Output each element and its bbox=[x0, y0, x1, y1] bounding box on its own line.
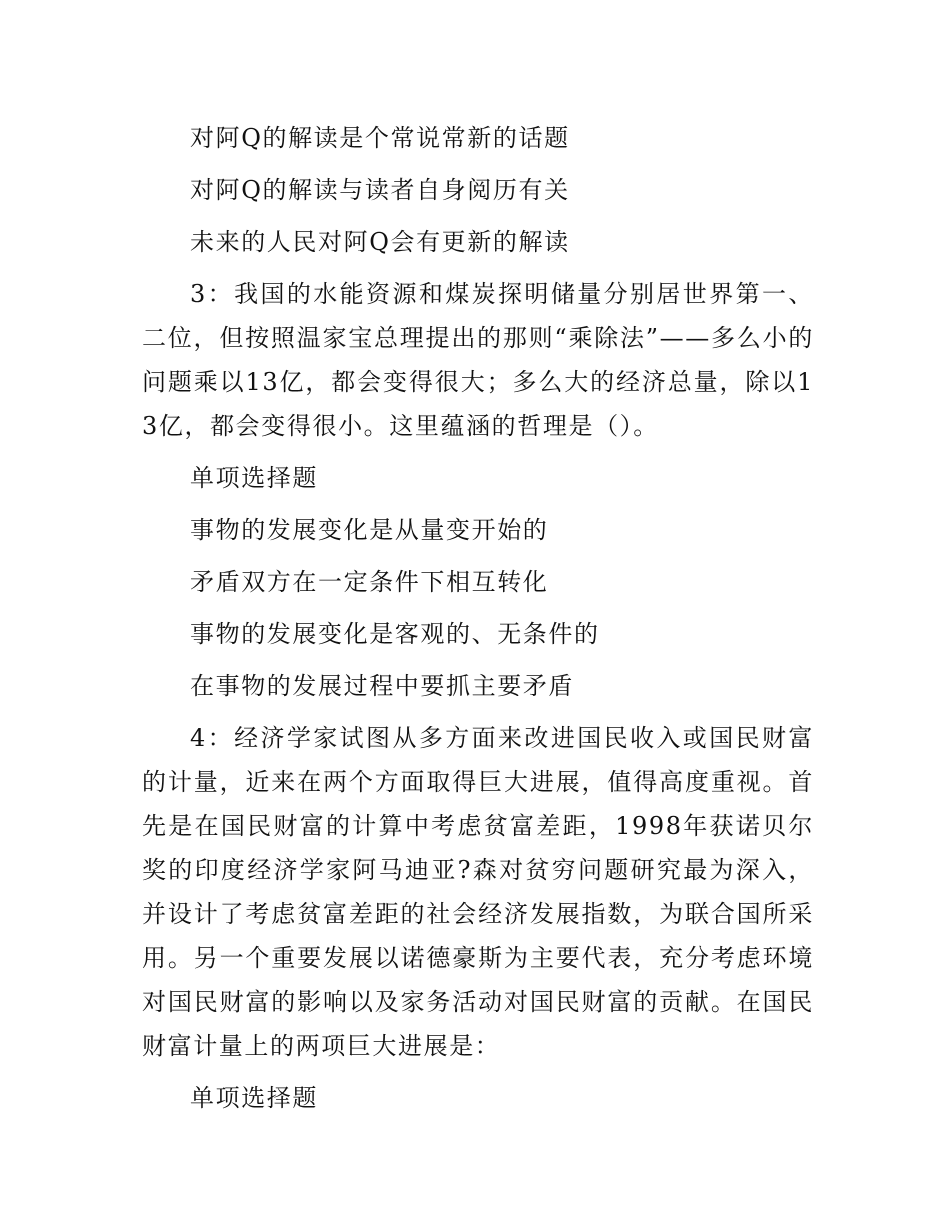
q3-option-4: 在事物的发展过程中要抓主要矛盾 bbox=[190, 672, 574, 700]
q3-type-label: 单项选择题 bbox=[190, 464, 318, 492]
q3-option-2: 矛盾双方在一定条件下相互转化 bbox=[190, 568, 549, 596]
q2-option-3: 未来的人民对阿Q会有更新的解读 bbox=[190, 228, 570, 256]
q4-type-label: 单项选择题 bbox=[190, 1084, 318, 1112]
q2-option-1: 对阿Q的解读是个常说常新的话题 bbox=[190, 124, 570, 152]
q3-option-3: 事物的发展变化是客观的、无条件的 bbox=[190, 620, 600, 648]
q4-stem: 4：经济学家试图从多方面来改进国民收入或国民财富的计量，近来在两个方面取得巨大进展，值得高度重视。首先是在国民财富的计算中考虑贫富差距，1998年获诺贝尔奖的印度经济学家阿马迪亚?森对贫穷问题研究最为深入，并设计了考虑贫富差距的社会经济发展指数，为联合国所采用。另一个重要发展以诺德豪斯为主要代表，充分考虑环境对国民财富的影响以及家务活动对国民财富的贡献。在国民财富计量上的两项巨大进展是： bbox=[142, 724, 814, 1060]
q2-option-2: 对阿Q的解读与读者自身阅历有关 bbox=[190, 176, 570, 204]
document-body bbox=[142, 116, 814, 1128]
q3-option-1: 事物的发展变化是从量变开始的 bbox=[190, 516, 549, 544]
q3-stem: 3：我国的水能资源和煤炭探明储量分别居世界第一、二位，但按照温家宝总理提出的那则“乘除法”——多么小的问题乘以13亿，都会变得很大；多么大的经济总量，除以13亿，都会变得很小。这里蕴涵的哲理是（）。 bbox=[142, 280, 814, 440]
